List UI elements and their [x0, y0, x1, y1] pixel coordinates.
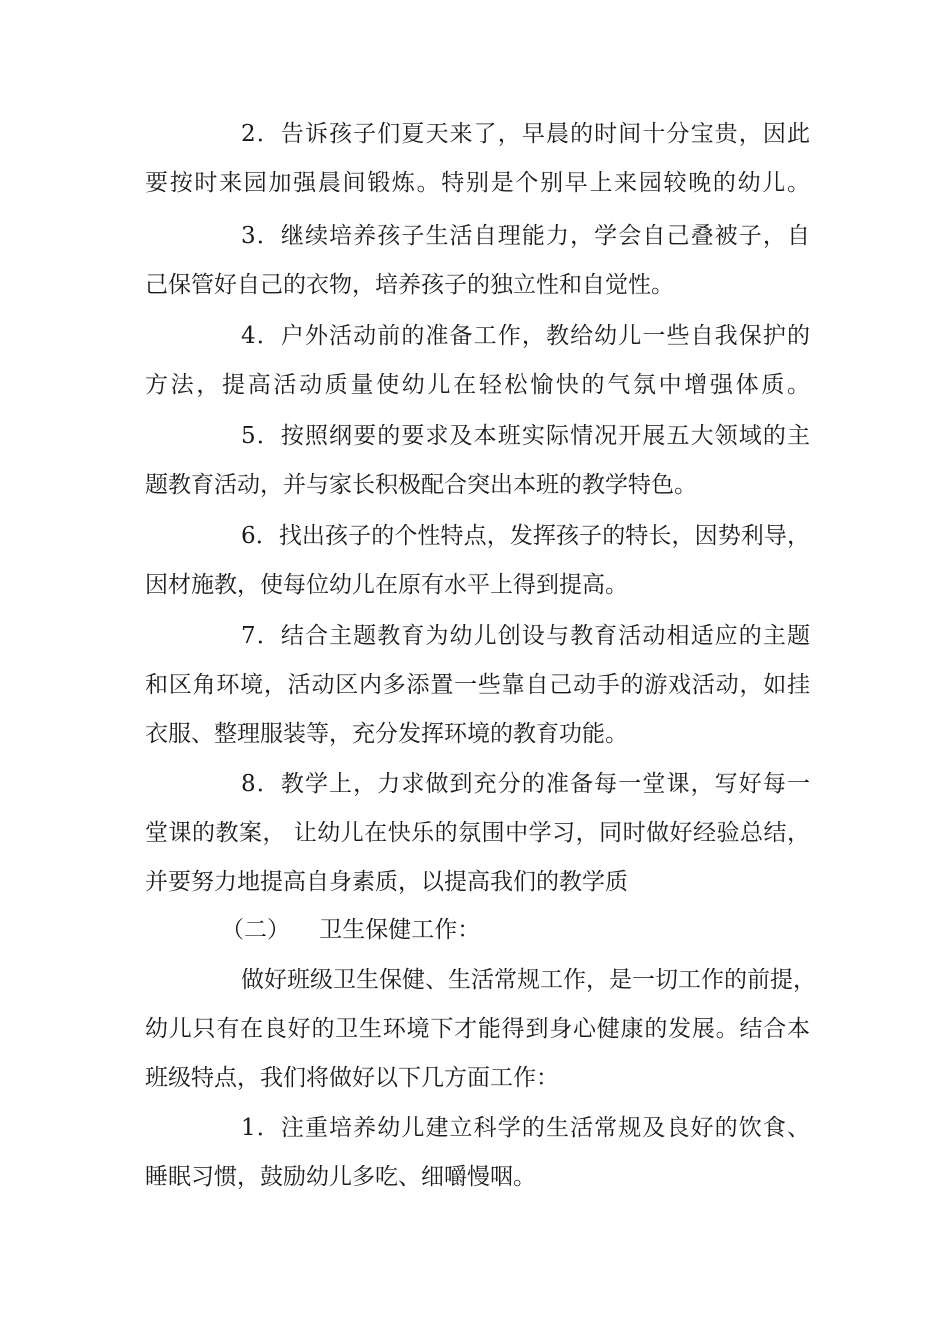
item-2-line-1: 2．告诉孩子们夏天来了，早晨的时间十分宝贵，因此: [241, 121, 810, 147]
item-8-line-2: 堂课的教案， 让幼儿在快乐的氛围中学习，同时做好经验总结，: [145, 820, 810, 846]
item-3-line-1: 3．继续培养孩子生活自理能力，学会自己叠被子，自: [241, 223, 810, 249]
item-7-line-1: 7．结合主题教育为幼儿创设与教育活动相适应的主题: [241, 623, 810, 649]
item-5-line-2: 题教育活动，并与家长积极配合突出本班的教学特色。: [145, 472, 697, 498]
item-7-line-2: 和区角环境，活动区内多添置一些靠自己动手的游戏活动，如挂: [145, 672, 810, 698]
section-intro-line-1: 做好班级卫生保健、生活常规工作，是一切工作的前提，: [241, 967, 816, 993]
item-6-line-1: 6．找出孩子的个性特点，发挥孩子的特长，因势利导，: [241, 523, 810, 549]
item-8-line-3: 并要努力地提高自身素质，以提高我们的教学质: [145, 869, 628, 895]
item-3-line-2: 己保管好自己的衣物，培养孩子的独立性和自觉性。: [145, 272, 674, 298]
section-intro-line-2: 幼儿只有在良好的卫生环境下才能得到身心健康的发展。结合本: [145, 1016, 810, 1042]
section-intro-line-3: 班级特点，我们将做好以下几方面工作：: [145, 1065, 559, 1091]
item-2-line-2: 要按时来园加强晨间锻炼。特别是个别早上来园较晚的幼儿。: [145, 170, 810, 196]
item-8-line-1: 8．教学上，力求做到充分的准备每一堂课，写好每一: [241, 771, 810, 797]
item-5-line-1: 5．按照纲要的要求及本班实际情况开展五大领域的主: [241, 423, 810, 449]
item-4-line-2: 方法，提高活动质量使幼儿在轻松愉快的气氛中增强体质。: [145, 372, 810, 398]
item-4-line-1: 4．户外活动前的准备工作，教给幼儿一些自我保护的: [241, 323, 810, 349]
section-heading: （二） 卫生保健工作：: [221, 917, 481, 943]
health-item-1-line-1: 1．注重培养幼儿建立科学的生活常规及良好的饮食、: [241, 1115, 810, 1141]
item-6-line-2: 因材施教，使每位幼儿在原有水平上得到提高。: [145, 572, 628, 598]
health-item-1-line-2: 睡眠习惯，鼓励幼儿多吃、细嚼慢咽。: [145, 1164, 536, 1190]
item-7-line-3: 衣服、整理服装等，充分发挥环境的教育功能。: [145, 721, 628, 747]
